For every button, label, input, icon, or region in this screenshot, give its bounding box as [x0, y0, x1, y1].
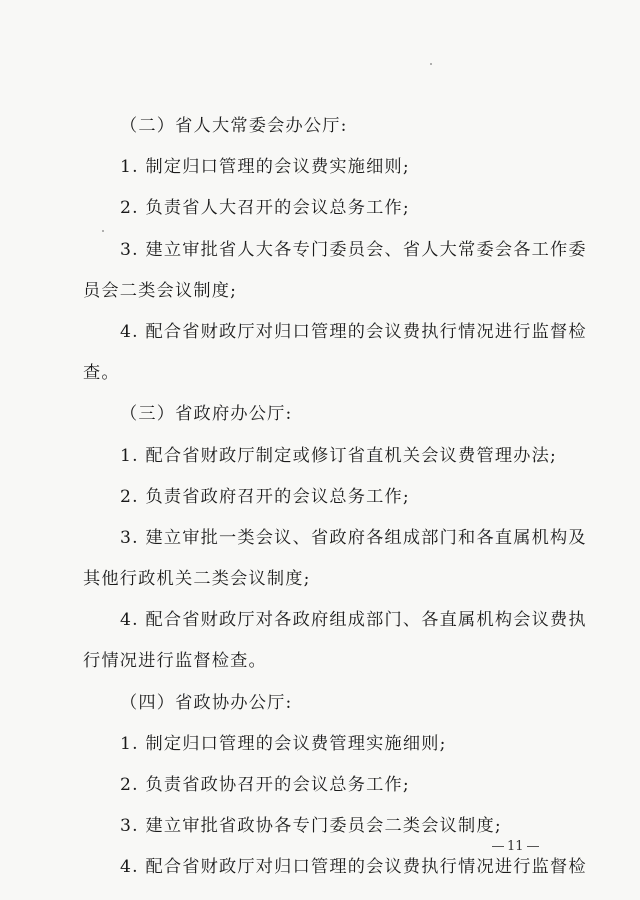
list-item: 3. 建立审批省政协各专门委员会二类会议制度;: [120, 816, 502, 837]
section-heading-3: （三）省政府办公厅:: [120, 404, 293, 425]
list-item: 1. 配合省财政厅制定或修订省直机关会议费管理办法;: [120, 445, 557, 466]
page-number: [492, 836, 572, 856]
list-item: 2. 负责省人大召开的会议总务工作;: [120, 198, 410, 219]
scan-speck: [102, 230, 104, 232]
list-item-continuation: 其他行政机关二类会议制度;: [83, 569, 311, 590]
section-heading-2: （二）省人大常委会办公厅:: [120, 116, 348, 136]
list-item: 2. 负责省政府召开的会议总务工作;: [120, 486, 410, 507]
list-item: 4. 配合省财政厅对归口管理的会议费执行情况进行监督检: [120, 321, 587, 342]
list-item-continuation: 行情况进行监督检查。: [83, 651, 267, 672]
list-item: 3. 建立审批一类会议、省政府各组成部门和各直属机构及: [120, 527, 587, 548]
list-item: 4. 配合省财政厅对各政府组成部门、各直属机构会议费执: [120, 610, 587, 631]
scan-speck: [430, 63, 432, 65]
list-item: 4. 配合省财政厅对归口管理的会议费执行情况进行监督检: [120, 857, 587, 878]
list-item: 1. 制定归口管理的会议费管理实施细则;: [120, 733, 447, 754]
list-item: 3. 建立审批省人大各专门委员会、省人大常委会各工作委: [120, 239, 587, 260]
page-number-rule-left: [492, 846, 504, 847]
document-body: [83, 115, 587, 898]
list-item: 2. 负责省政协召开的会议总务工作;: [120, 775, 410, 795]
page-number-rule-right: [527, 846, 539, 847]
list-item: 1. 制定归口管理的会议费实施细则;: [120, 157, 410, 178]
section-heading-4: （四）省政协办公厅:: [120, 692, 293, 713]
page-number-text: 11: [507, 838, 524, 854]
list-item-continuation: 员会二类会议制度;: [83, 280, 238, 301]
list-item-continuation: 查。: [83, 363, 120, 384]
